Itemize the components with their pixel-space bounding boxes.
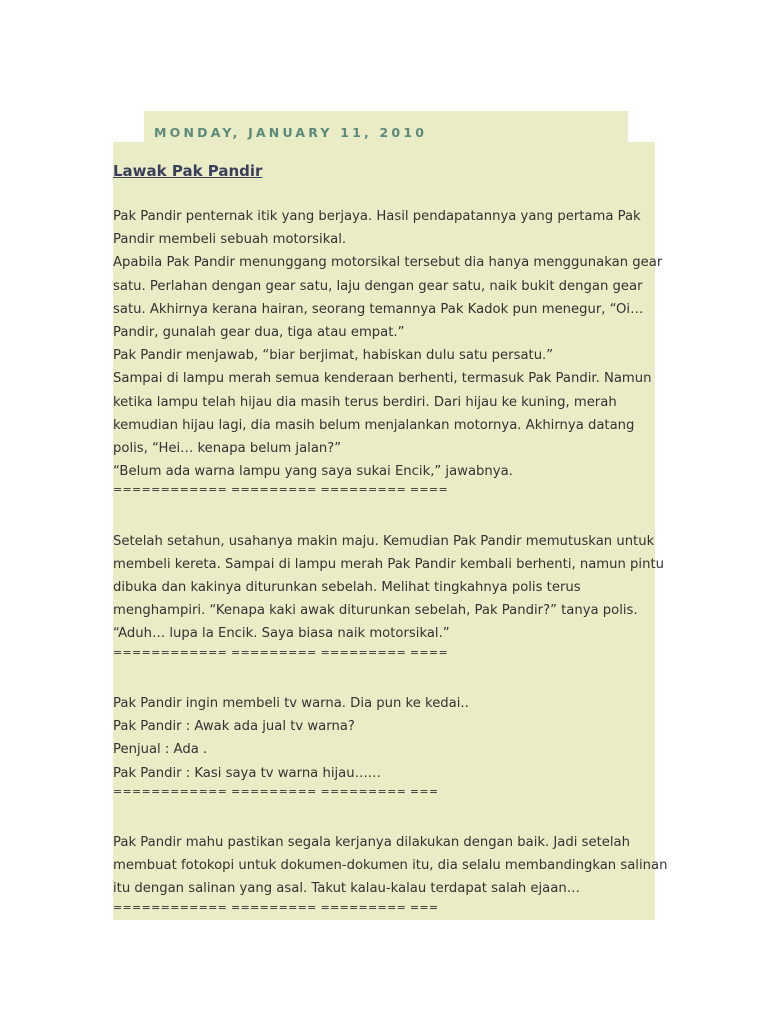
separator-line: ============ ========= ========= === — [113, 900, 439, 914]
body-line: satu. Perlahan dengan gear satu, laju dengan gear satu, naik bukit dengan gear — [113, 278, 643, 294]
body-line: menghampiri. “Kenapa kaki awak diturunkan sebelah, Pak Pandir?” tanya polis. — [113, 603, 638, 619]
body-line: Pak Pandir ingin membeli tv warna. Dia pun ke kedai.. — [113, 695, 469, 711]
body-line: Sampai di lampu merah semua kenderaan berhenti, termasuk Pak Pandir. Namun — [113, 371, 652, 387]
body-line: “Aduh… lupa la Encik. Saya biasa naik motorsikal.” — [113, 626, 450, 642]
body-line: dibuka dan kakinya diturunkan sebelah. Melihat tingkahnya polis terus — [113, 580, 581, 595]
body-line: Pandir, gunalah gear dua, tiga atau empat.” — [113, 324, 405, 340]
separator-line: ============ ========= ========= === — [113, 784, 439, 798]
blank-line — [113, 506, 661, 529]
body-line: Pak Pandir penternak itik yang berjaya. Hasil pendapatannya yang pertama Pak — [113, 209, 641, 224]
body-line: Apabila Pak Pandir menunggang motorsikal tersebut dia hanya menggunakan gear — [113, 255, 663, 271]
body-line: membuat fotokopi untuk dokumen-dokumen itu, dia selalu membandingkan salinan — [113, 858, 668, 874]
body-line: itu dengan salinan yang asal. Takut kalau-kalau terdapat salah ejaan… — [113, 881, 580, 897]
post-date: MONDAY, JANUARY 11, 2010 — [154, 125, 428, 140]
separator-line: ============ ========= ========= ==== — [113, 645, 448, 659]
post-body — [113, 205, 668, 924]
body-line: Setelah setahun, usahanya makin maju. Kemudian Pak Pandir memutuskan untuk — [113, 533, 655, 549]
body-line: Pak Pandir menjawab, “biar berjimat, habiskan dulu satu persatu.” — [113, 348, 554, 364]
body-line: Pak Pandir : Awak ada jual tv warna? — [113, 719, 355, 735]
blank-line — [113, 808, 661, 831]
body-line: Pak Pandir mahu pastikan segala kerjanya dilakukan dengan baik. Jadi setelah — [113, 835, 630, 851]
post-title[interactable]: Lawak Pak Pandir — [113, 162, 263, 180]
body-line: polis, “Hei… kenapa belum jalan?” — [113, 440, 342, 456]
body-line: Pandir membeli sebuah motorsikal. — [113, 232, 347, 248]
blank-line — [113, 669, 661, 692]
body-line: “Belum ada warna lampu yang saya sukai Encik,” jawabnya. — [113, 464, 513, 480]
body-line: Penjual : Ada . — [113, 742, 208, 758]
separator-line: ============ ========= ========= ==== — [113, 483, 448, 497]
body-line: kemudian hijau lagi, dia masih belum menjalankan motornya. Akhirnya datang — [113, 417, 635, 433]
body-line: membeli kereta. Sampai di lampu merah Pak Pandir kembali berhenti, namun pintu — [113, 556, 664, 572]
body-line: ketika lampu telah hijau dia masih terus berdiri. Dari hijau ke kuning, merah — [113, 394, 617, 410]
body-line: Pak Pandir : Kasi saya tv warna hijau…… — [113, 765, 381, 781]
body-line: satu. Akhirnya kerana hairan, seorang temannya Pak Kadok pun menegur, “Oi… — [113, 301, 644, 317]
